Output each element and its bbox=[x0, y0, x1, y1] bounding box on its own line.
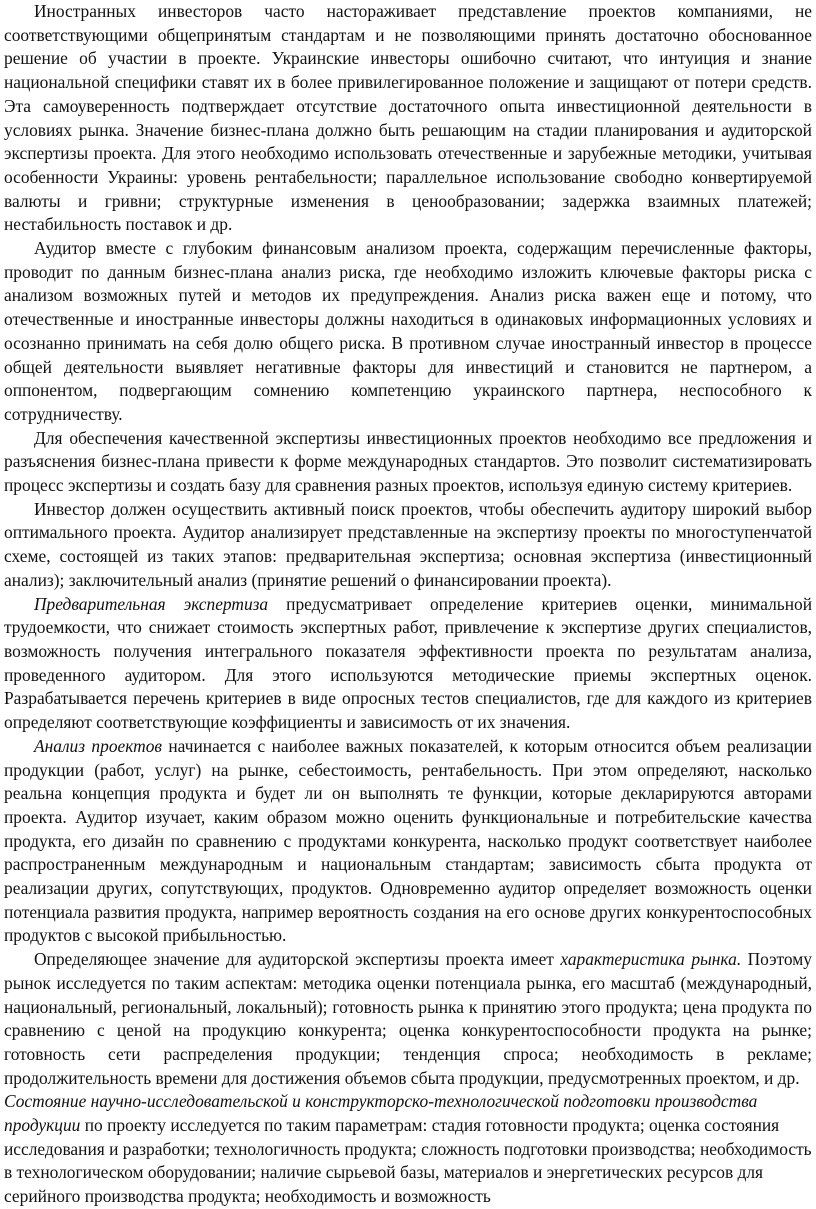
paragraph-7 bbox=[4, 948, 812, 1090]
italic-term: Состояние научно-исследовательской и конструкторско-технологической подготовки производства продукции bbox=[4, 1091, 758, 1136]
paragraph-text: Иностранных инвесторов часто настораживает представление проектов компаниями, не соответствующими общепринятым стандартам и не позволяющими принять достаточно обоснованное решение об участии в проекте. Украинские инвесторы ошибочно считают, что интуиция и знание национальной специфики ставят их в более привилегированное положение и защищают от потери средств. Эта самоуверенность подтверждает отсутствие достаточного опыта инвестиционной деятельности в условиях рынка. Значение бизнес-плана должно быть решающим на стадии планирования и аудиторской экспертизы проекта. Для этого необходимо использовать отечественные и зарубежные методики, учитывая особенности Украины: уровень рентабельности; параллельное использование свободно конвертируемой валюты и гривни; структурные изменения в ценообразовании; задержка взаимных платежей; нестабильность поставок и др. bbox=[4, 1, 812, 235]
paragraph-3 bbox=[4, 427, 812, 498]
italic-term: Анализ проектов bbox=[34, 735, 162, 756]
paragraph-text: Для обеспечения качественной экспертизы инвестиционных проектов необходимо все предложения и разъяснения бизнес-плана привести к форме международных стандартов. Это позволит систематизировать процесс экспертизы и создать базу для сравнения разных проектов, используя единую систему критериев. bbox=[4, 427, 812, 496]
paragraph-8 bbox=[4, 1090, 812, 1209]
italic-term: Предварительная экспертиза bbox=[34, 593, 269, 614]
paragraph-5 bbox=[4, 593, 812, 735]
paragraph-text: предусматривает определение критериев оценки, минимальной трудоемкости, что снижает стоимость экспертных работ, привлечение к экспертизе других специалистов, возможность получения интегрального показателя эффективности проекта по результатам анализа, проведенного аудитором. Для этого используются методические приемы экспертных оценок. Разрабатывается перечень критериев в виде опросных тестов специалистов, где для каждого из критериев определяют соответствующие коэффициенты и зависимость от их значения. bbox=[4, 593, 812, 733]
paragraph-text: Аудитор вместе с глубоким финансовым анализом проекта, содержащим перечисленные факторы, проводит по данным бизнес-плана анализ риска, где необходимо изложить ключевые факторы риска с анализом возможных путей и методов их предупреждения. Анализ риска важен еще и потому, что отечественные и иностранные инвесторы должны находиться в одинаковых информационных условиях и осознанно принимать на себя долю общего риска. В противном случае иностранный инвестор в процессе общей деятельности выявляет негативные факторы для инвестиций и становится не партнером, а оппонентом, подвергающим сомнению компетенцию украинского партнера, неспособного к сотрудничеству. bbox=[4, 238, 812, 424]
paragraph-text: Поэтому рынок исследуется по таким аспектам: методика оценки потенциала рынка, его масштаб (международный, национальный, региональный, локальный); готовность рынка к принятию этого продукта; цена продукта по сравнению с ценой на продукцию конкурента; оценка конкурентоспособности продукта на рынке; готовность сети распределения продукции; тенденция спроса; необходимость в рекламе; продолжительность времени для достижения объемов сбыта продукции, предусмотренных проектом, и др. bbox=[4, 949, 812, 1088]
italic-term: характеристика рынка. bbox=[560, 949, 742, 970]
paragraph-1 bbox=[4, 0, 812, 237]
paragraph-text: Определяющее значение для аудиторской экспертизы проекта имеет bbox=[34, 949, 561, 970]
paragraph-text: Инвестор должен осуществить активный поиск проектов, чтобы обеспечить аудитору широкий выбор оптимального проекта. Аудитор анализирует представленные на экспертизу проекты по многоступенчатой схеме, состоящей из таких этапов: предварительная экспертиза; основная экспертиза (инвестиционный анализ); заключительный анализ (принятие решений о финансировании проекта). bbox=[4, 498, 812, 590]
paragraph-2 bbox=[4, 237, 812, 427]
paragraph-4 bbox=[4, 498, 812, 593]
paragraph-text: по проекту исследуется по таким параметрам: стадия готовности продукта; оценка состояния исследования и разработки; технологичность продукта; сложность подготовки производства; необходимость в технологическом оборудовании; наличие сырьевой базы, материалов и энергетических ресурсов для серийного производства продукта; необходимость и возможность bbox=[4, 1115, 812, 1207]
paragraph-text: начинается с наиболее важных показателей, к которым относится объем реализации продукции (работ, услуг) на рынке, себестоимость, рентабельность. При этом определяют, насколько реальна концепция продукта и будет ли он выполнять те функции, которые декларируются авторами проекта. Аудитор изучает, каким образом можно оценить функциональные и потребительские качества продукта, его дизайн по сравнению с продуктами конкурента, насколько продукт соответствует наиболее распространенным международным и национальным стандартам; зависимость сбыта продукта от реализации других, сопутствующих, продуктов. Одновременно аудитор определяет возможность оценки потенциала развития продукта, например вероятность создания на его основе других конкурентоспособных продуктов с высокой прибыльностью. bbox=[4, 735, 812, 946]
paragraph-6 bbox=[4, 735, 812, 948]
